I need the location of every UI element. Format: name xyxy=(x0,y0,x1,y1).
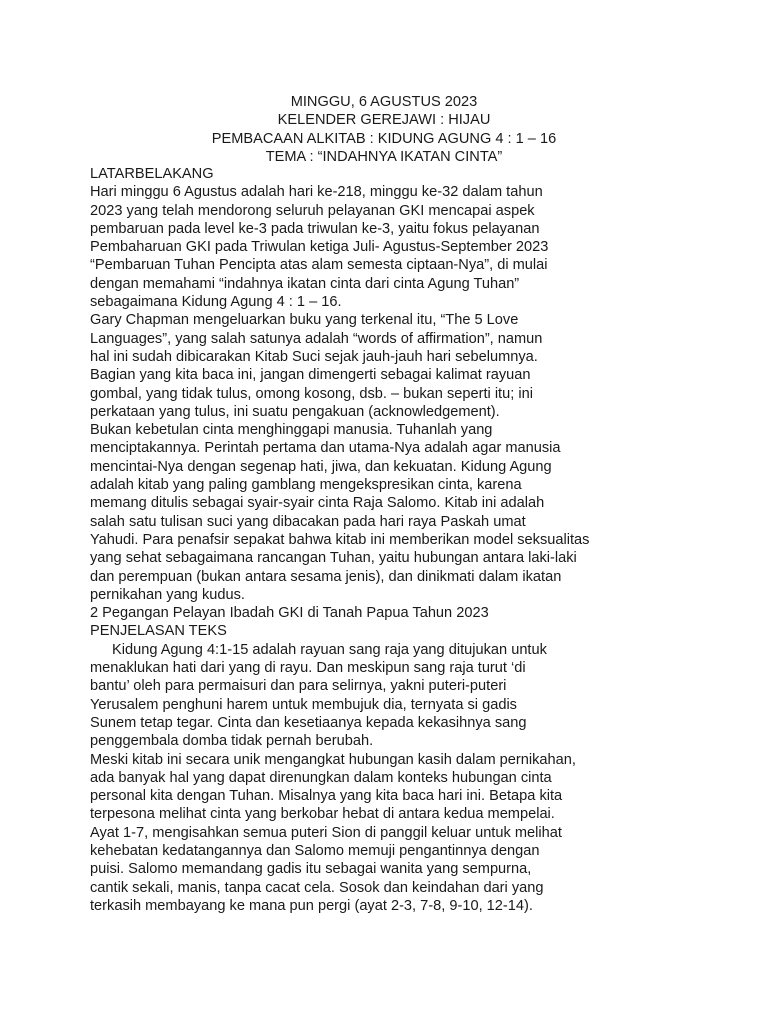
text-line: Yahudi. Para penafsir sepakat bahwa kitab ini memberikan model seksualitas xyxy=(90,531,590,548)
text-line: Bagian yang kita baca ini, jangan dimengerti sebagai kalimat rayuan xyxy=(90,367,531,384)
text-line: Hari minggu 6 Agustus adalah hari ke-218, minggu ke-32 dalam tahun xyxy=(90,184,543,201)
text-line: adalah kitab yang paling gamblang mengekspresikan cinta, karena xyxy=(90,477,522,494)
text-line: yang sehat sebagaimana rancangan Tuhan, yaitu hubungan antara laki-laki xyxy=(90,550,577,567)
text-line: Yerusalem penghuni harem untuk membujuk dia, ternyata si gadis xyxy=(90,696,517,713)
text-line: Gary Chapman mengeluarkan buku yang terkenal itu, “The 5 Love xyxy=(90,312,519,329)
text-line: dengan memahami “indahnya ikatan cinta dari cinta Agung Tuhan” xyxy=(90,275,520,292)
text-line: Bukan kebetulan cinta menghinggapi manusia. Tuhanlah yang xyxy=(90,422,493,439)
section-heading-background: LATARBELAKANG xyxy=(90,166,214,182)
text-line: Languages”, yang salah satunya adalah “words of affirmation”, namun xyxy=(90,330,543,347)
header-bible-reading: PEMBACAAN ALKITAB : KIDUNG AGUNG 4 : 1 – 16 xyxy=(211,130,557,147)
text-line: kehebatan kedatangannya dan Salomo memuji pengantinnya dengan xyxy=(90,842,540,859)
text-line: dan perempuan (bukan antara sesama jenis), dan dinikmati dalam ikatan xyxy=(90,568,562,585)
header-theme: TEMA : “INDAHNYA IKATAN CINTA” xyxy=(265,148,503,165)
text-line: salah satu tulisan suci yang dibacakan pada hari raya Paskah umat xyxy=(90,513,526,530)
document-body xyxy=(90,165,620,915)
text-line: “Pembaruan Tuhan Pencipta atas alam semesta ciptaan-Nya”, di mulai xyxy=(90,257,548,274)
text-line: pembaruan pada level ke-3 pada triwulan ke-3, yaitu fokus pelayanan xyxy=(90,220,540,237)
text-line: mencintai-Nya dengan segenap hati, jiwa, dan kekuatan. Kidung Agung xyxy=(90,458,552,475)
text-line: memang ditulis sebagai syair-syair cinta Raja Salomo. Kitab ini adalah xyxy=(90,495,545,512)
document-header xyxy=(0,93,768,166)
header-date: MINGGU, 6 AGUSTUS 2023 xyxy=(290,94,478,110)
text-line: gombal, yang tidak tulus, omong kosong, dsb. – bukan seperti itu; ini xyxy=(90,385,533,402)
running-footer: 2 Pegangan Pelayan Ibadah GKI di Tanah Papua Tahun 2023 xyxy=(90,605,489,622)
text-line: ada banyak hal yang dapat direnungkan dalam konteks hubungan cinta xyxy=(90,769,552,786)
text-line: pernikahan yang kudus. xyxy=(90,586,245,603)
text-line: Meski kitab ini secara unik mengangkat hubungan kasih dalam pernikahan, xyxy=(90,751,576,768)
text-line: Kidung Agung 4:1-15 adalah rayuan sang raja yang ditujukan untuk xyxy=(112,641,547,658)
text-line: puisi. Salomo memandang gadis itu sebagai wanita yang sempurna, xyxy=(90,861,532,878)
header-liturgical-calendar: KELENDER GEREJAWI : HIJAU xyxy=(277,112,491,129)
text-line: perkataan yang tulus, ini suatu pengakuan (acknowledgement). xyxy=(90,403,500,420)
text-line: menaklukan hati dari yang di rayu. Dan meskipun sang raja turut ‘di xyxy=(90,660,526,677)
text-line: 2023 yang telah mendorong seluruh pelayanan GKI mencapai aspek xyxy=(90,202,535,219)
text-line: Ayat 1-7, mengisahkan semua puteri Sion di panggil keluar untuk melihat xyxy=(90,824,562,841)
text-line: terpesona melihat cinta yang berkobar hebat di antara kedua mempelai. xyxy=(90,806,555,823)
text-line: Sunem tetap tegar. Cinta dan kesetiaanya kepada kekasihnya sang xyxy=(90,714,527,731)
text-line: sebagaimana Kidung Agung 4 : 1 – 16. xyxy=(90,294,342,311)
text-line: personal kita dengan Tuhan. Misalnya yang kita baca hari ini. Betapa kita xyxy=(90,788,563,805)
section-heading-text-explanation: PENJELASAN TEKS xyxy=(90,623,227,640)
text-line: Pembaharuan GKI pada Triwulan ketiga Juli- Agustus-September 2023 xyxy=(90,239,549,256)
text-line: terkasih membayang ke mana pun pergi (ayat 2-3, 7-8, 9-10, 12-14). xyxy=(90,897,533,914)
text-line: bantu’ oleh para permaisuri dan para selirnya, yakni puteri-puteri xyxy=(90,678,507,695)
text-line: penggembala domba tidak pernah berubah. xyxy=(90,733,374,750)
text-line: menciptakannya. Perintah pertama dan utama-Nya adalah agar manusia xyxy=(90,440,561,457)
text-line: hal ini sudah dibicarakan Kitab Suci sejak jauh-jauh hari sebelumnya. xyxy=(90,348,538,365)
text-line: cantik sekali, manis, tanpa cacat cela. Sosok dan keindahan dari yang xyxy=(90,879,544,896)
